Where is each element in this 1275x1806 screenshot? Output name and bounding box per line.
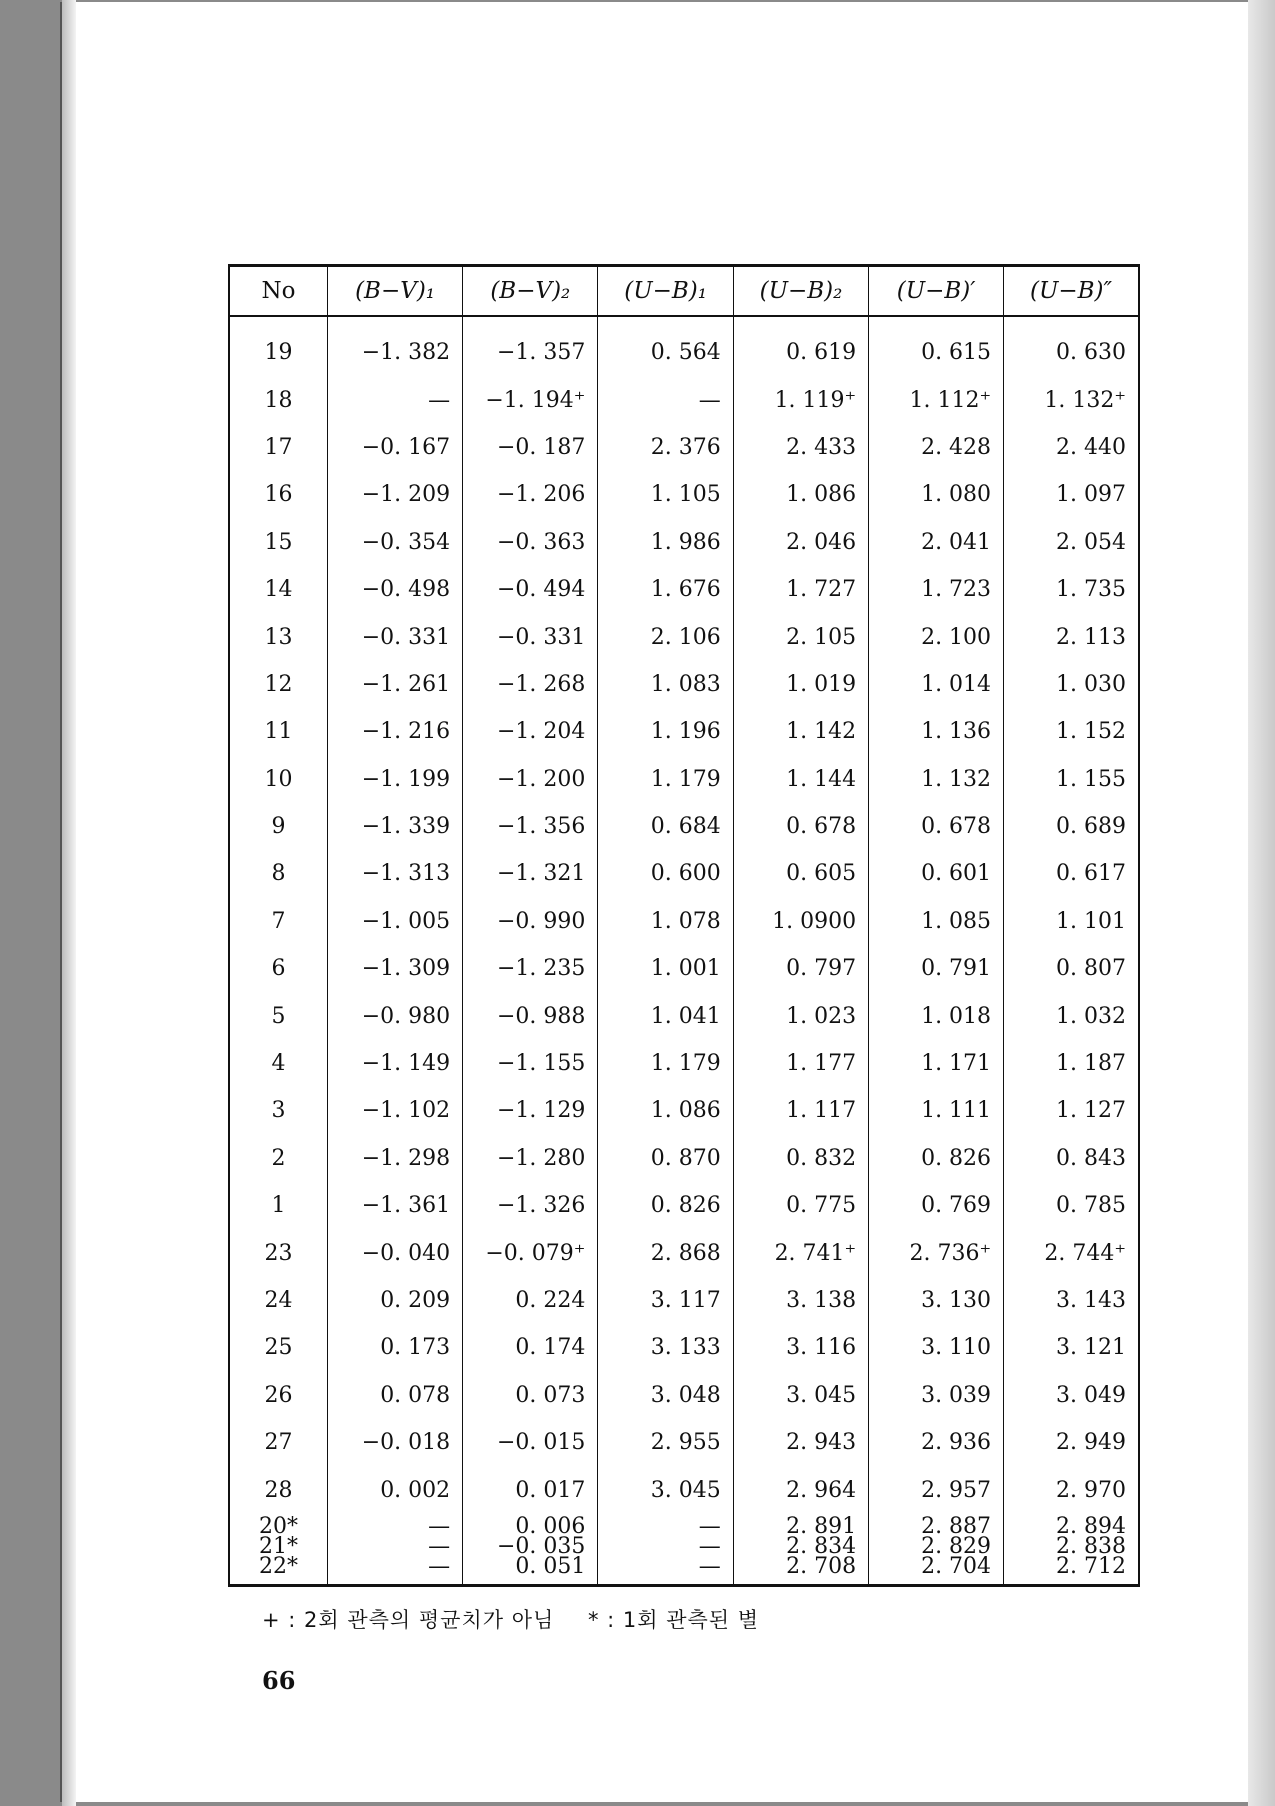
value-cell: −1. 268 [463,661,598,708]
value-cell: 1. 144 [733,756,868,803]
value-cell: 2. 970 [1056,1477,1126,1503]
star-number-cell: 8 [229,850,327,897]
value-cell: 1. 177 [733,1040,868,1087]
value-cell: −1. 357 [463,316,598,376]
table-row [229,1324,1139,1371]
table-row [229,898,1139,945]
value-cell: −1. 280 [463,1135,598,1182]
table-row [229,1135,1139,1182]
value-cell: 2. 744⁺ [1044,1240,1126,1266]
stacked-value: — [698,1513,721,1539]
value-cell: 2. 936 [869,1419,1004,1466]
stacked-value: 2. 891 [786,1513,857,1539]
table-row [229,1277,1139,1324]
photometry-table-container [228,264,1140,1587]
value-cell: 2. 041 [869,519,1004,566]
star-number-cell: 1 [229,1182,327,1229]
value-cell: — [327,376,462,423]
star-number-cell: 16 [229,471,327,518]
stacked-value: 2. 829 [921,1533,992,1559]
value-cell: 0. 689 [1056,814,1126,840]
value-cell: 0. 601 [869,850,1004,897]
column-header: (U−B)₂ [733,266,868,317]
table-row [229,471,1139,518]
value-cell: 2. 949 [1056,1430,1126,1456]
value-cell: 1. 136 [869,708,1004,755]
value-cell: 1. 132⁺ [1044,387,1126,413]
value-cell: 0. 174 [463,1324,598,1371]
star-number-cell: 5 [229,992,327,1039]
page-edge [1248,0,1275,1806]
value-cell: −0. 990 [463,898,598,945]
table-row [229,1229,1139,1276]
star-number-cell: 4 [229,1040,327,1087]
value-cell: −0. 498 [327,566,462,613]
value-cell: 0. 615 [869,316,1004,376]
star-number-cell: 15 [229,519,327,566]
value-cell: −1. 005 [327,898,462,945]
value-cell: 1. 001 [598,945,733,992]
stacked-value: −0. 035 [496,1533,586,1559]
value-cell: 1. 179 [598,756,733,803]
value-cell: −1. 204 [463,708,598,755]
table-row [229,756,1139,803]
table-body [229,316,1139,1585]
stacked-value: — [428,1553,451,1579]
stacked-value: 2. 708 [786,1553,857,1579]
value-cell: −1. 155 [463,1040,598,1087]
value-cell: −1. 129 [463,1087,598,1134]
value-cell: 2. 955 [598,1419,733,1466]
value-cell: 1. 041 [598,992,733,1039]
star-number-cell: 14 [229,566,327,613]
value-cell: 2. 113 [1056,624,1126,650]
value-cell: 0. 619 [733,316,868,376]
value-cell: 2. 100 [869,613,1004,660]
value-cell: 2. 741⁺ [733,1229,868,1276]
value-cell: 3. 121 [1056,1335,1126,1361]
stacked-value: 22* [258,1553,298,1579]
star-number-cell: 25 [229,1324,327,1371]
value-cell: 1. 018 [869,992,1004,1039]
value-cell: 0. 078 [327,1372,462,1419]
value-cell: −0. 331 [327,613,462,660]
value-cell: 2. 428 [869,424,1004,471]
value-cell: 2. 376 [598,424,733,471]
value-cell: 3. 116 [733,1324,868,1371]
value-cell: −1. 216 [327,708,462,755]
value-cell: 0. 785 [1056,1193,1126,1219]
page-spine [62,0,76,1806]
value-cell: −1. 321 [463,850,598,897]
value-cell: 0. 791 [869,945,1004,992]
value-cell: 0. 678 [733,803,868,850]
stacked-value: — [698,1533,721,1559]
stacked-value: 21* [258,1533,298,1559]
value-cell: −1. 206 [463,471,598,518]
value-cell: −0. 354 [327,519,462,566]
star-number-cell: 2 [229,1135,327,1182]
value-cell: 1. 030 [1056,671,1126,697]
value-cell: 0. 832 [733,1135,868,1182]
value-cell: 0. 843 [1056,1145,1126,1171]
star-number-cell: 6 [229,945,327,992]
value-cell: −1. 382 [327,316,462,376]
stacked-value: — [428,1513,451,1539]
value-cell: 1. 086 [733,471,868,518]
column-header: (B−V)₂ [463,266,598,317]
value-cell: 0. 605 [733,850,868,897]
value-cell: 0. 684 [598,803,733,850]
table-row [229,1087,1139,1134]
value-cell: 1. 119⁺ [733,376,868,423]
value-cell: 0. 209 [327,1277,462,1324]
value-cell: 2. 054 [1056,529,1126,555]
star-number-cell: 13 [229,613,327,660]
stacked-value: 2. 712 [1056,1553,1126,1579]
value-cell: −1. 199 [327,756,462,803]
footnote [262,1604,785,1634]
value-cell [463,1514,598,1586]
value-cell: 2. 736⁺ [869,1229,1004,1276]
value-cell: −0. 988 [463,992,598,1039]
value-cell: 2. 964 [733,1466,868,1513]
value-cell: 1. 078 [598,898,733,945]
column-header: (U−B)′ [869,266,1004,317]
value-cell: 1. 986 [598,519,733,566]
value-cell: −1. 326 [463,1182,598,1229]
value-cell [598,1514,733,1586]
value-cell: −1. 235 [463,945,598,992]
value-cell: 2. 106 [598,613,733,660]
table-row [229,1040,1139,1087]
star-number-cell: 3 [229,1087,327,1134]
value-cell: 1. 196 [598,708,733,755]
column-header: (B−V)₁ [327,266,462,317]
value-cell: 3. 130 [869,1277,1004,1324]
value-cell: −1. 194⁺ [463,376,598,423]
value-cell: 3. 045 [598,1466,733,1513]
stacked-value: 2. 838 [1056,1533,1126,1559]
star-number-cell: 18 [229,376,327,423]
value-cell: −1. 261 [327,661,462,708]
value-cell: −1. 361 [327,1182,462,1229]
table-row [229,424,1139,471]
stacked-value: 2. 834 [786,1533,857,1559]
value-cell: 1. 105 [598,471,733,518]
stacked-value: — [428,1533,451,1559]
value-cell: −1. 356 [463,803,598,850]
value-cell: −1. 309 [327,945,462,992]
value-cell: 0. 769 [869,1182,1004,1229]
value-cell: 1. 101 [1056,908,1126,934]
footnote-star: * : 1회 관측된 별 [587,1608,760,1632]
value-cell: 1. 727 [733,566,868,613]
star-number-cell: 17 [229,424,327,471]
value-cell: 2. 943 [733,1419,868,1466]
value-cell: 0. 826 [598,1182,733,1229]
value-cell: 2. 433 [733,424,868,471]
star-number-cell: 23 [229,1229,327,1276]
stacked-value: 0. 006 [515,1513,586,1539]
value-cell: −0. 167 [327,424,462,471]
value-cell: −1. 149 [327,1040,462,1087]
value-cell: −0. 079⁺ [463,1229,598,1276]
table-row [229,316,1139,376]
table-row [229,1182,1139,1229]
table-row [229,1419,1139,1466]
value-cell: 2. 046 [733,519,868,566]
value-cell: 1. 676 [598,566,733,613]
page-number: 66 [262,1666,296,1695]
value-cell: 3. 039 [869,1372,1004,1419]
star-number-cell: 9 [229,803,327,850]
value-cell: −1. 339 [327,803,462,850]
value-cell: −0. 018 [327,1419,462,1466]
value-cell: 1. 085 [869,898,1004,945]
stacked-value: 2. 887 [921,1513,992,1539]
value-cell: 1. 083 [598,661,733,708]
table-row [229,566,1139,613]
value-cell: −0. 980 [327,992,462,1039]
value-cell: 3. 045 [733,1372,868,1419]
value-cell: 0. 678 [869,803,1004,850]
value-cell: 0. 775 [733,1182,868,1229]
value-cell: −1. 102 [327,1087,462,1134]
star-number-cell: 11 [229,708,327,755]
table-row [229,850,1139,897]
table-row [229,376,1139,423]
value-cell: 3. 117 [598,1277,733,1324]
value-cell: 0. 017 [463,1466,598,1513]
value-cell [869,1514,1004,1586]
value-cell: 1. 179 [598,1040,733,1087]
stacked-value: 20* [258,1513,298,1539]
value-cell: −0. 363 [463,519,598,566]
value-cell: 1. 142 [733,708,868,755]
value-cell: 0. 807 [1056,956,1126,982]
value-cell: 0. 073 [463,1372,598,1419]
photometry-table [228,264,1140,1587]
value-cell: 2. 957 [869,1466,1004,1513]
value-cell: 1. 014 [869,661,1004,708]
value-cell [733,1514,868,1586]
value-cell: 1. 155 [1056,766,1126,792]
value-cell: 1. 032 [1056,1003,1126,1029]
star-number-cell: 27 [229,1419,327,1466]
value-cell: 1. 127 [1056,1098,1126,1124]
value-cell [327,1514,462,1586]
star-number-cell: 26 [229,1372,327,1419]
star-number-cell: 28 [229,1466,327,1513]
value-cell: 1. 723 [869,566,1004,613]
value-cell: −0. 494 [463,566,598,613]
value-cell: 3. 138 [733,1277,868,1324]
column-header: (U−B)″ [1004,266,1139,317]
value-cell: 2. 440 [1056,434,1126,460]
value-cell [1004,1514,1139,1586]
table-row [229,661,1139,708]
value-cell: 1. 097 [1056,482,1126,508]
value-cell: 1. 112⁺ [869,376,1004,423]
value-cell: 1. 187 [1056,1051,1126,1077]
column-header: (U−B)₁ [598,266,733,317]
stacked-value: 2. 894 [1056,1513,1126,1539]
column-header-no: No [229,266,327,317]
value-cell: — [598,376,733,423]
value-cell: 1. 023 [733,992,868,1039]
value-cell: 1. 735 [1056,577,1126,603]
value-cell: 0. 630 [1056,340,1126,366]
value-cell: 2. 868 [598,1229,733,1276]
value-cell: 3. 133 [598,1324,733,1371]
table-row-stacked [229,1514,1139,1586]
footnote-plus: + : 2회 관측의 평균치가 아님 [262,1608,555,1632]
value-cell: 3. 143 [1056,1288,1126,1313]
value-cell: 0. 224 [463,1277,598,1324]
table-row [229,1372,1139,1419]
table-row [229,519,1139,566]
star-number-cell [229,1514,327,1586]
stacked-value: 0. 051 [515,1553,586,1579]
table-row [229,613,1139,660]
value-cell: 1. 132 [869,756,1004,803]
value-cell: −1. 298 [327,1135,462,1182]
table-row [229,708,1139,755]
star-number-cell: 10 [229,756,327,803]
value-cell: 0. 870 [598,1135,733,1182]
value-cell: 1. 019 [733,661,868,708]
value-cell: 0. 617 [1056,861,1126,887]
value-cell: 3. 048 [598,1372,733,1419]
star-number-cell: 7 [229,898,327,945]
value-cell: 0. 826 [869,1135,1004,1182]
star-number-cell: 19 [229,316,327,376]
value-cell: −0. 187 [463,424,598,471]
value-cell: −1. 313 [327,850,462,897]
table-row [229,992,1139,1039]
value-cell: −0. 040 [327,1229,462,1276]
stacked-value: — [698,1553,721,1579]
value-cell: 0. 797 [733,945,868,992]
value-cell: 1. 080 [869,471,1004,518]
value-cell: 1. 152 [1056,719,1126,745]
value-cell: 0. 002 [327,1466,462,1513]
value-cell: 2. 105 [733,613,868,660]
value-cell: −1. 209 [327,471,462,518]
value-cell: −0. 015 [463,1419,598,1466]
value-cell: 1. 117 [733,1087,868,1134]
value-cell: 3. 110 [869,1324,1004,1371]
value-cell: 1. 111 [869,1087,1004,1134]
value-cell: 1. 171 [869,1040,1004,1087]
value-cell: 0. 600 [598,850,733,897]
stacked-value: 2. 704 [921,1553,992,1579]
value-cell: 0. 564 [598,316,733,376]
value-cell: −0. 331 [463,613,598,660]
value-cell: 0. 173 [327,1324,462,1371]
star-number-cell: 12 [229,661,327,708]
value-cell: 1. 0900 [733,898,868,945]
header-row [229,266,1139,317]
value-cell: 1. 086 [598,1087,733,1134]
table-row [229,945,1139,992]
value-cell: 3. 049 [1056,1382,1126,1408]
star-number-cell: 24 [229,1277,327,1324]
table-row [229,803,1139,850]
table-row [229,1466,1139,1513]
value-cell: −1. 200 [463,756,598,803]
